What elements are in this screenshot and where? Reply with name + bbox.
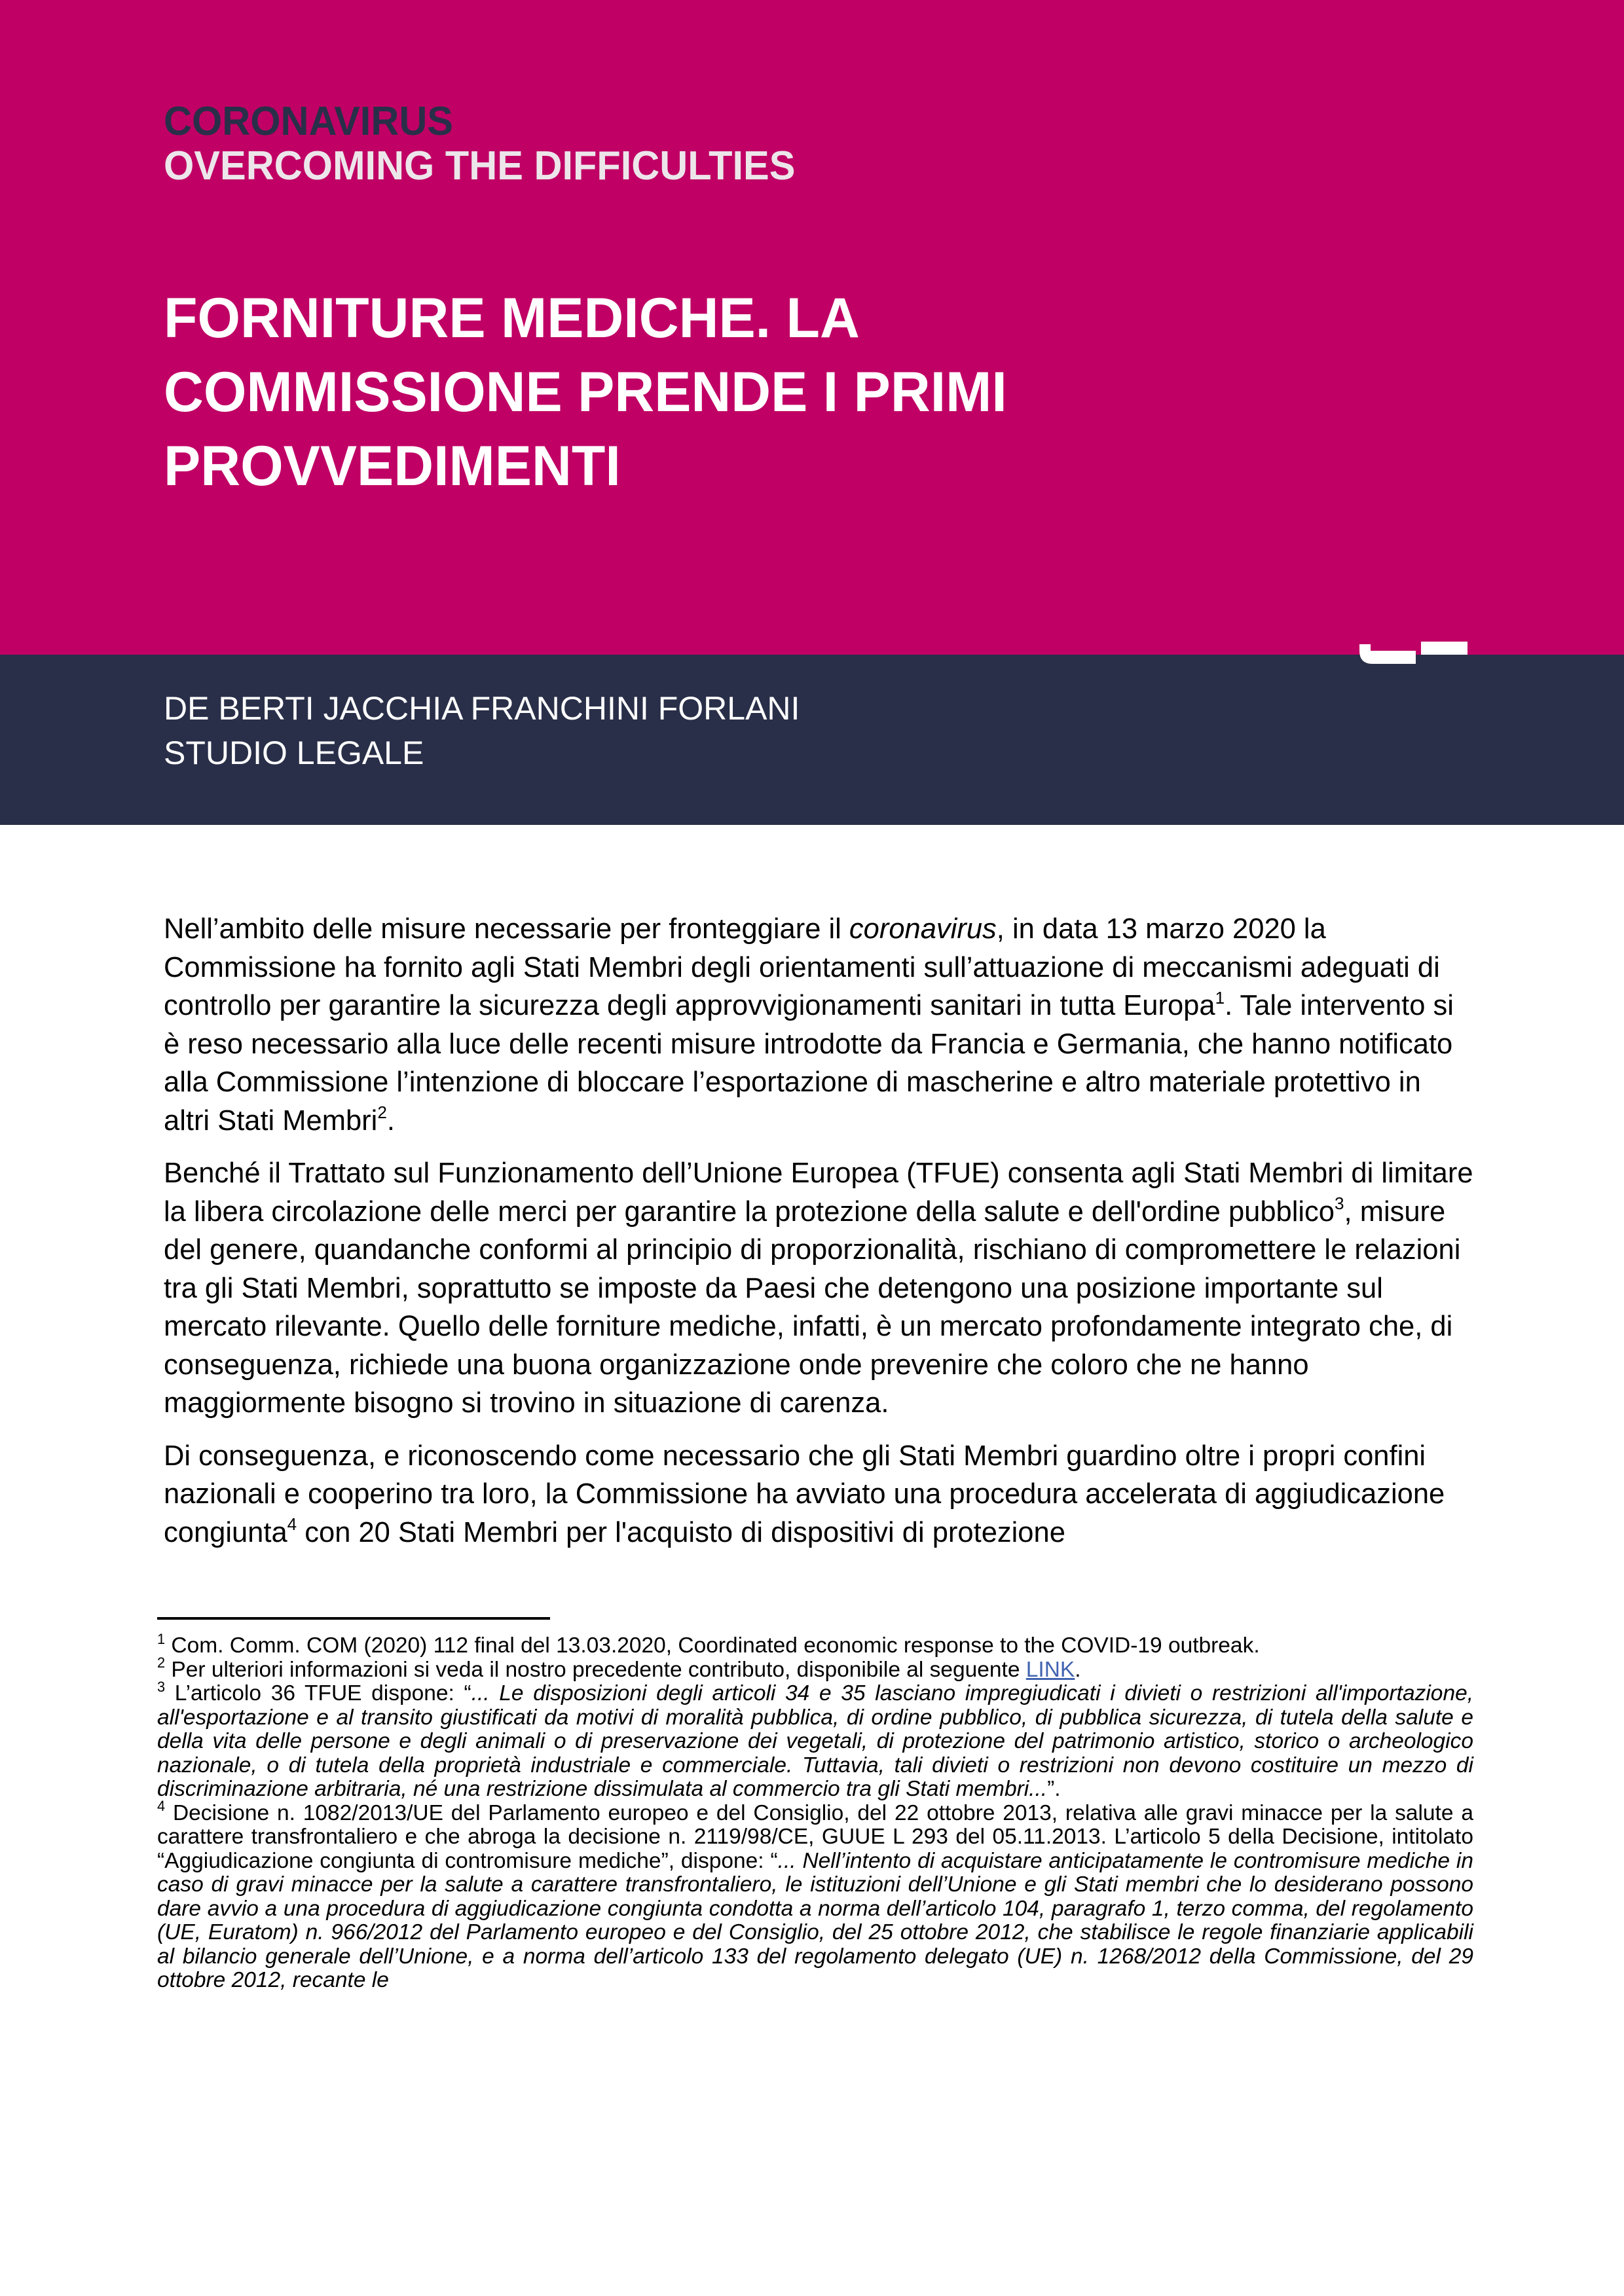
page-title (164, 282, 1319, 503)
link[interactable]: LINK (1025, 1657, 1075, 1682)
text: , misure del genere, quandanche conformi al principio di proporzionalità, rischiano di compromettere le relazioni tra gli Stati Membri, soprattutto se imposte da Paesi che detengono una posizione importante sul mercato rilevante. Quello delle forniture mediche, infatti, è un mercato profondamente integrato che, di conseguenza, richiede una buona organizzazione onde prevenire che coloro che ne hanno maggiormente bisogno si trovino in situazione di carenza. (164, 1195, 1461, 1419)
footnote-number: 3 (157, 1678, 166, 1695)
article-body (164, 910, 1473, 1566)
text: Di conseguenza, e riconoscendo come necessario che gli Stati Membri guardino oltre i propri confini nazionali e cooperino tra loro, la Commissione ha avviato una procedura accelerata di aggiudicazione congiunta (164, 1440, 1445, 1548)
kicker-series: CORONAVIRUS (164, 99, 454, 144)
text: Benché il Trattato sul Funzionamento dell’Unione Europea (TFUE) consenta agli Stati Membri di limitare la libera circolazione delle merci per garantire la protezione della salute e dell'ordine pubblico (164, 1157, 1473, 1228)
paragraph (164, 910, 1473, 1140)
footnote-ref[interactable]: 4 (287, 1514, 297, 1534)
text: . Tale intervento si è reso necessario alla luce delle recenti misure introdotte da Francia e Germania, che hanno notificato alla Commissione l’intenzione di bloccare l’esportazione di mascherine e altro materiale protettivo in altri Stati Membri (164, 990, 1454, 1137)
footnote-quote: ... Nell’intento di acquistare anticipatamente le contromisure mediche in caso di gravi minacce per la salute a carattere transfrontaliero, le istituzioni dell’Unione e gli Stati membri che lo desiderano possono dare avvio a una procedura di aggiudicazione congiunta condotta a norma dell’articolo 104, paragrafo 1, terzo comma, del regolamento (UE, Euratom) n. 966/2012 del Parlamento europeo e del Consiglio, del 25 ottobre 2012, che stabilisce le regole finanziarie applicabili al bilancio generale dell’Unione, e a norma dell’articolo 133 del regolamento delegato (UE) n. 1268/2012 della Commissione, del 29 ottobre 2012, recante le (157, 1848, 1474, 1992)
text: . (386, 1104, 395, 1137)
text: con 20 Stati Membri per l'acquisto di dispositivi di protezione (297, 1516, 1065, 1548)
footnotes (157, 1630, 1474, 1993)
footnote-text: Decisione n. 1082/2013/UE del Parlamento europeo e del Consiglio, del 22 ottobre 2013, relativa alle gravi minacce per la salute a carattere transfrontaliero e che abroga la decisione n. 2119/98/CE, GUUE L 293 del 05.11.2013. L’articolo 5 della Decisione, intitolato “Aggiudicazione congiunta di contromisure mediche”, dispone: “ (157, 1800, 1473, 1873)
firm-subtitle: STUDIO LEGALE (164, 735, 424, 771)
title-line: COMMISSIONE PRENDE I PRIMI (164, 361, 1007, 424)
firm-name: DE BERTI JACCHIA FRANCHINI FORLANI (164, 690, 800, 727)
title-line: PROVVEDIMENTI (164, 435, 621, 498)
footnote-number: 1 (157, 1630, 166, 1647)
footnote-text: Per ulteriori informazioni si veda il nostro precedente contributo, disponibile al seguente (165, 1657, 1026, 1682)
firm-name-block (164, 686, 800, 775)
footnote (157, 1654, 1473, 1683)
footnote-text: Com. Comm. COM (2020) 112 final del 13.03.2020, Coordinated economic response to the COVID-19 outbreak. (165, 1633, 1260, 1658)
footnote-text: . (1075, 1657, 1081, 1682)
footnote-text: ”. (1047, 1777, 1061, 1801)
footnote-ref[interactable]: 2 (377, 1102, 387, 1122)
text: Nell’ambito delle misure necessarie per fronteggiare il (164, 913, 849, 945)
footnote-quote: ... Le disposizioni degli articoli 34 e 35 lasciano impregiudicati i divieti o restrizioni all'importazione, all'esportazione e al transito giustificati da motivi di moralità pubblica, di ordine pubblico, di pubblica sicurezza, di tutela della salute e della vita delle persone e degli animali o di preservazione dei vegetali, di protezione del patrimonio artistico, storico o archeologico nazionale, o di tutela della proprietà industriale e commerciale. Tuttavia, tali divieti o restrizioni non devono costituire un mezzo di discriminazione arbitraria, né una restrizione dissimulata al commercio tra gli Stati membri... (157, 1681, 1474, 1801)
kicker (164, 100, 795, 189)
footnote-number: 4 (157, 1798, 166, 1815)
italic-text: coronavirus (849, 913, 997, 945)
kicker-subtitle: OVERCOMING THE DIFFICULTIES (164, 143, 796, 189)
footnote-ref[interactable]: 3 (1335, 1194, 1344, 1213)
text: , in data 13 marzo 2020 la Commissione ha fornito agli Stati Membri degli orientamenti sull’attuazione di meccanismi adeguati di controllo per garantire la sicurezza degli approvvigionamenti sanitari in tutta Europa (164, 913, 1440, 1021)
footnote (157, 1678, 1474, 1802)
title-line: FORNITURE MEDICHE. LA (164, 287, 860, 350)
footnote (157, 1630, 1473, 1658)
footnote-ref[interactable]: 1 (1215, 987, 1225, 1008)
footnote-separator (157, 1617, 550, 1620)
paragraph (164, 1437, 1473, 1552)
bracket-logo-icon (1359, 642, 1467, 669)
footnote-text: L’articolo 36 TFUE dispone: “ (165, 1681, 471, 1705)
footnote (157, 1798, 1474, 1993)
paragraph (164, 1154, 1473, 1423)
footnote-number: 2 (157, 1654, 166, 1671)
